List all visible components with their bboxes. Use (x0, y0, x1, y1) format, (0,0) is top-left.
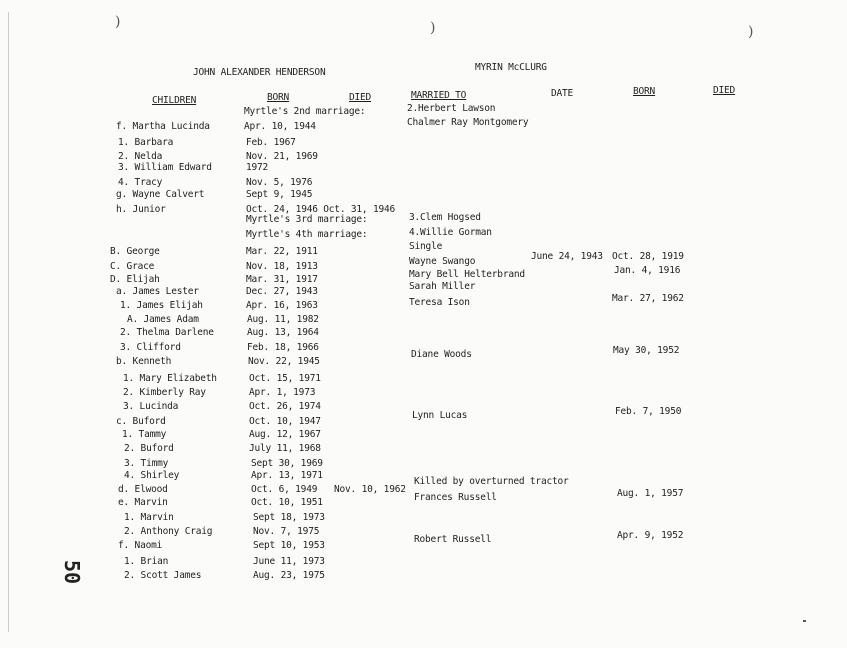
birth-date: Myrtle's 3rd marriage: (246, 214, 368, 225)
child-name: 3. Clifford (120, 342, 181, 353)
spouse-name: Lynn Lucas (412, 410, 468, 421)
binder-hole-mark: ) (115, 14, 121, 30)
birth-date: Sept 30, 1969 (251, 458, 323, 469)
spouse-name: 3.Clem Hogsed (409, 212, 481, 223)
married-to-header: MARRIED TO (411, 90, 467, 101)
child-name: c. Buford (116, 416, 166, 427)
spouse-birth-date: Feb. 7, 1950 (615, 406, 682, 417)
spouse-name: Sarah Miller (409, 281, 476, 292)
spouse-birth-date: Oct. 28, 1919 (612, 251, 684, 262)
birth-date: Oct. 15, 1971 (249, 373, 321, 384)
date-header: DATE (551, 88, 574, 99)
birth-date: Oct. 6, 1949 (251, 484, 318, 495)
birth-date: 1972 (246, 162, 269, 173)
birth-date: Mar. 31, 1917 (246, 274, 318, 285)
page-number: 50 (60, 559, 85, 585)
birth-date: Oct. 10, 1947 (249, 416, 321, 427)
marriage-date: June 24, 1943 (531, 251, 603, 262)
child-name: a. James Lester (116, 286, 199, 297)
birth-date: Aug. 12, 1967 (249, 429, 321, 440)
birth-date: Nov. 22, 1945 (248, 356, 320, 367)
child-name: 2. Kimberly Ray (123, 387, 206, 398)
child-name: 1. Brian (124, 556, 169, 567)
birth-date: Aug. 23, 1975 (253, 570, 325, 581)
child-name: f. Martha Lucinda (116, 121, 210, 132)
birth-date: Nov. 18, 1913 (246, 261, 318, 272)
spouse-birth-date: Apr. 9, 1952 (617, 530, 684, 541)
child-name: 2. Anthony Craig (124, 526, 213, 537)
child-name: C. Grace (110, 261, 155, 272)
birth-date: June 11, 1973 (253, 556, 325, 567)
birth-date: Oct. 10, 1951 (251, 497, 323, 508)
spouse-name: Wayne Swango (409, 256, 476, 267)
child-name: 2. Scott James (124, 570, 202, 581)
spouse-name: 2.Herbert Lawson (407, 103, 496, 114)
died-header: DIED (349, 92, 372, 103)
spouse-birth-date: Aug. 1, 1957 (617, 488, 684, 499)
birth-date: Aug. 13, 1964 (247, 327, 319, 338)
birth-date: Sept 10, 1953 (253, 540, 325, 551)
spouse-name: Frances Russell (414, 492, 497, 503)
mother-name: MYRIN McCLURG (475, 62, 547, 73)
born-header: BORN (267, 92, 290, 103)
child-name: 2. Buford (124, 443, 174, 454)
child-name: 2. Nelda (118, 151, 163, 162)
birth-date: July 11, 1968 (249, 443, 321, 454)
birth-date: Mar. 22, 1911 (246, 246, 318, 257)
child-name: 3. Timmy (124, 458, 169, 469)
birth-date: Apr. 10, 1944 (244, 121, 316, 132)
child-name: h. Junior (116, 204, 166, 215)
child-name: b. Kenneth (116, 356, 172, 367)
spouse-name: Robert Russell (414, 534, 492, 545)
child-name: 1. Barbara (118, 137, 174, 148)
birth-date: Sept 9, 1945 (246, 189, 313, 200)
binder-hole-mark: ) (748, 24, 754, 40)
birth-date: Nov. 5, 1976 (246, 177, 313, 188)
child-name: 2. Thelma Darlene (120, 327, 214, 338)
child-name: g. Wayne Calvert (116, 189, 205, 200)
birth-date: Aug. 11, 1982 (247, 314, 319, 325)
child-name: 3. Lucinda (123, 401, 179, 412)
spouse-name: Teresa Ison (409, 297, 470, 308)
birth-date: Myrtle's 4th marriage: (246, 229, 368, 240)
spouse-name: Killed by overturned tractor (414, 476, 569, 487)
child-name: B. George (110, 246, 160, 257)
birth-date: Apr. 13, 1971 (251, 470, 323, 481)
children-header: CHILDREN (152, 95, 197, 106)
spouse-name: Chalmer Ray Montgomery (407, 117, 529, 128)
child-name: 4. Tracy (118, 177, 163, 188)
child-name: 1. Mary Elizabeth (123, 373, 217, 384)
spouse-died-header: DIED (713, 85, 736, 96)
child-name: 3. William Edward (118, 162, 212, 173)
birth-date: Sept 18, 1973 (253, 512, 325, 523)
father-name: JOHN ALEXANDER HENDERSON (193, 67, 326, 78)
birth-date: Myrtle's 2nd marriage: (244, 106, 366, 117)
spouse-birth-date: May 30, 1952 (613, 345, 680, 356)
page-edge (8, 12, 9, 632)
child-name: 1. James Elijah (120, 300, 203, 311)
birth-date: Apr. 1, 1973 (249, 387, 316, 398)
birth-date: Oct. 24, 1946 Oct. 31, 1946 (246, 204, 396, 215)
speck (803, 620, 806, 622)
birth-date: Oct. 26, 1974 (249, 401, 321, 412)
birth-date: Feb. 1967 (246, 137, 296, 148)
child-name: 4. Shirley (124, 470, 180, 481)
spouse-name: 4.Willie Gorman (409, 227, 492, 238)
binder-hole-mark: ) (430, 20, 436, 36)
birth-date: Apr. 16, 1963 (246, 300, 318, 311)
spouse-name: Diane Woods (411, 349, 472, 360)
child-name: 1. Tammy (122, 429, 167, 440)
death-date: Nov. 10, 1962 (334, 484, 406, 495)
child-name: 1. Marvin (124, 512, 174, 523)
child-name: e. Marvin (118, 497, 168, 508)
spouse-birth-date: Mar. 27, 1962 (612, 293, 684, 304)
spouse-name: Single (409, 241, 443, 252)
birth-date: Feb. 18, 1966 (247, 342, 319, 353)
spouse-name: Mary Bell Helterbrand (409, 269, 525, 280)
birth-date: Dec. 27, 1943 (246, 286, 318, 297)
birth-date: Nov. 7, 1975 (253, 526, 320, 537)
spouse-birth-date: Jan. 4, 1916 (614, 265, 681, 276)
child-name: f. Naomi (118, 540, 163, 551)
birth-date: Nov. 21, 1969 (246, 151, 318, 162)
child-name: A. James Adam (127, 314, 199, 325)
spouse-born-header: BORN (633, 86, 656, 97)
child-name: d. Elwood (118, 484, 168, 495)
child-name: D. Elijah (110, 274, 160, 285)
